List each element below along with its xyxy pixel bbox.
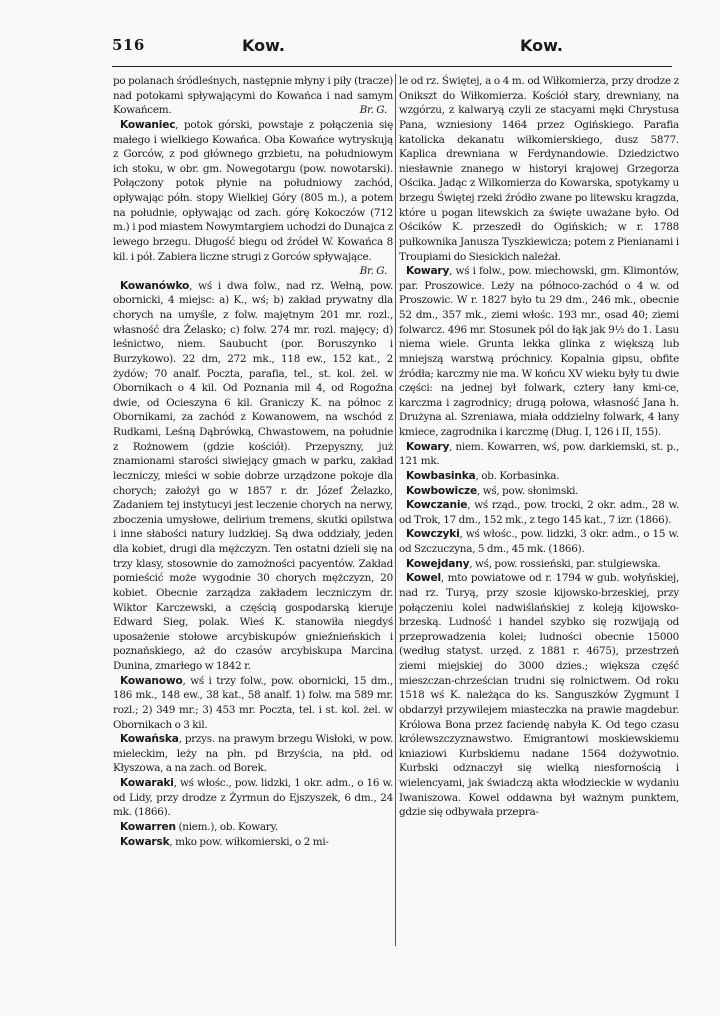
entry-headword: Kowary bbox=[406, 440, 450, 453]
entry-headword: Kowejdany bbox=[406, 557, 470, 570]
running-head-right: Kow. bbox=[520, 36, 563, 55]
dictionary-entry bbox=[399, 571, 679, 820]
dictionary-entry bbox=[113, 118, 393, 279]
entry-headword: Kowczanie bbox=[406, 499, 468, 512]
dictionary-entry bbox=[113, 674, 393, 733]
entry-text: , mko pow. wiłkomierski, o 2 mi- bbox=[169, 835, 329, 848]
entry-headword: Kowary bbox=[406, 265, 450, 278]
entry-text: po polanach śródleśnych, następnie młyny i piły (tracze) nad potokami spływającymi do Kowańca i nad samym Kowańcem. bbox=[113, 75, 393, 117]
dictionary-entry bbox=[399, 557, 679, 572]
entry-headword: Kowarren bbox=[120, 820, 176, 833]
entry-text: , wś i folw., pow. miechowski, gm. Klimontów, par. Proszowice. Leży na północo-zachód o 4 w. od Proszowic. W r. 1827 było tu 29 dm., 246 mk., obecnie 52 dm., 357 mk., ziemi włośc. 193 mr., osad 40; ziemi folwarcz. 496 mr. Stosunek pól do łąk jak 9½ do 1. Lasu niema wiele. Grunta lekka glinka z większą lub mniejszą warstwą próchnicy. Kopalnia gipsu, obfite źródła; karczmy nie ma. W końcu XV wieku były tu dwie części: na jednej był folwark, cztery łany kmi-ce, karczma i zagrodnicy; drugą połowa, własność Jana h. Drużyna al. Szreniawa, miała oddzielny folwark, 4 łany kmiece, zagrodnika i karczmę (Dług. I, 126 i II, 155). bbox=[399, 265, 679, 438]
entry-headword: Kowbowicze bbox=[406, 484, 477, 497]
dictionary-entry bbox=[113, 835, 393, 850]
entry-headword: Kowanowo bbox=[120, 674, 183, 687]
continued-entry bbox=[399, 74, 679, 264]
entry-text: , wś rząd., pow. trocki, 2 okr. adm., 28 w. od Trok, 17 dm., 152 mk., z tego 145 kat., 7 izr. (1866). bbox=[399, 499, 679, 526]
dictionary-entry bbox=[113, 279, 393, 674]
entry-headword: Kowanówko bbox=[120, 279, 190, 292]
page-number: 516 bbox=[112, 36, 145, 54]
left-column bbox=[113, 74, 393, 849]
entry-text: , potok górski, powstaje z połączenia się małego i wielkiego Kowańca. Oba Kowańce wytryskują z Gorców, z pod głównego grzbietu, na południowym ich stoku, w obr. gm. Nowegotargu (pow. nowotarski). Połączony potok płynie na południowy zachód, opływając półn. stopy Wielkiej Góry (805 m.), a potem na południe, opływając od zach. górę Kokoczów (712 m.) i pod miastem Nowymtargiem uchodzi do Dunajca z lewego brzegu. Długość biegu od źródeł W. Kowańca 8 kil. i pół. Zabiera liczne strugi z Gorców spływające. bbox=[113, 118, 393, 263]
entry-headword: Kowel bbox=[406, 572, 441, 585]
dictionary-entry bbox=[113, 732, 393, 776]
dictionary-entry bbox=[399, 498, 679, 527]
running-head-left: Kow. bbox=[242, 36, 285, 55]
dictionary-entry bbox=[113, 820, 393, 835]
entry-text: (niem.), ob. Kowary. bbox=[175, 820, 278, 833]
dictionary-entry bbox=[113, 776, 393, 820]
page-header bbox=[112, 36, 672, 58]
entry-headword: Kowaniec bbox=[120, 118, 176, 131]
entry-headword: Kowbasinka bbox=[406, 469, 476, 482]
entry-headword: Kowczyki bbox=[406, 528, 460, 541]
entry-text: , przys. na prawym brzegu Wisłoki, w pow. mieleckim, leży na płn. pd Brzyścia, na płd. od Kłyszowa, a na zach. od Borek. bbox=[113, 733, 393, 775]
right-column bbox=[399, 74, 679, 820]
author-signature: Br. G. bbox=[359, 104, 387, 117]
entry-text: , wś i trzy folw., pow. obornicki, 15 dm., 186 mk., 148 ew., 38 kat., 58 analf. 1) folw. ma 589 mr. rozl.; 2) 349 mr.; 3) 453 mr. Poczta, tel. i st. kol. żel. w Obornikach o 3 kil. bbox=[113, 674, 393, 731]
column-divider bbox=[395, 74, 396, 946]
entry-headword: Kowarsk bbox=[120, 835, 170, 848]
entry-text: , wś, pow. rossieński, par. stulgiewska. bbox=[469, 557, 661, 570]
entry-text: , mto powiatowe od r. 1794 w gub. wołyńskiej, nad rz. Turyą, przy szosie kijowsko-brzeskiej, przy połączeniu kolei nadwiślańskiej z koleją kijowsko-brzeską. Ludność i handel szybko się rozwijają od przeprowadzenia kolei; ludności obecnie 15000 (według statyst. urzęd. z 1881 r. 4675), przestrzeń ziemi miejskiej do 3000 dzies.; większa część mieszczan-chrześcian trudni się rolnictwem. Od roku 1518 wś K. należąca do ks. Sanguszków Zygmunt I obdarzył przywilejem miasteczka na prawie magdebur. Królowa Bona przez faciendę nabyła K. Od tego czasu królewszczyznawstwo. Emigrantowi moskiewskiemu kniaziowi Kurbskiemu nadane 1564 dożywotnio. Kurbski odznaczył się wielką niesfornością i wielencyami, jak świadczą akta włodzieckie w wydaniu Iwaniszowa. Kowel oddawna był ważnym punktem, gdzie się odbywała przepra- bbox=[399, 572, 679, 819]
continued-entry bbox=[113, 74, 393, 118]
dictionary-entry bbox=[399, 264, 679, 440]
entry-headword: Kowaraki bbox=[120, 777, 174, 789]
entry-text: le od rz. Świętej, a o 4 m. od Wiłkomierza, przy drodze z Onikszt do Wiłkomierza. Kościół stary, drewniany, na wzgórzu, z kalwaryą czyli ze stacyami męki Chrystusa Pana, wzniesiony 1464 przez Ogińskiego. Parafia katolicka dekanatu wiłkomierskiego, dusz 5877. Kaplica drewniana w Ferdynandowie. Dziedzictwo niesławnie znanego w historyi krajowej Grzegorza Ościka. Jadąc z Wilkomierza do Kowarska, spotykamy u brzegu Świętej rzeki źródło zwane po litewsku kragzda, które u pogan litewskich za święte uważane było. Od Ościków K. przeszedł do Ogińskich; w r. 1788 pułkownika Janusza Tyszkiewicza; potem z Pienianami i Troupiami do Siesickich należał. bbox=[399, 75, 679, 263]
dictionary-entry bbox=[399, 440, 679, 469]
dictionary-entry bbox=[399, 484, 679, 499]
header-rule bbox=[112, 66, 672, 67]
entry-text: , wś włośc., pow. lidzki, 3 okr. adm., o 15 w. od Szczuczyna, 5 dm., 45 mk. (1866). bbox=[399, 528, 679, 555]
entry-text: , wś włośc., pow. lidzki, 1 okr. adm., o 16 w. od Lidy, przy drodze z Żyrmun do Ejszyszek, 6 dm., 24 mk. (1866). bbox=[113, 777, 393, 819]
dictionary-entry bbox=[399, 469, 679, 484]
author-signature: Br. G. bbox=[359, 265, 387, 278]
entry-text: , wś i dwa folw., nad rz. Wełną, pow. obornicki, 4 miejsc: a) K., wś; b) zakład prywatny dla chorych na umyśle, z folw. majętnym 201 mr. rozl., własność dra Żelasko; c) folw. 274 mr. rozl. majęcy; d) leśnictwo, niem. Saubucht (por. Boruszynko i Burzykowo). 22 dm, 272 mk., 118 ew., 152 kat., 2 żydów; 70 analf. Poczta, parafia, tel., st. kol. żel. w Obornikach o 4 kil. Od Poznania mil 4, od Rogoźna dwie, od Ocieszyna 6 kil. Graniczy K. na północ z Obornikami, za zachód z Kowanowem, na wschód z Rudkami, Leśną Dąbrówką, Chwastowem, na południe z Rożnowem (gdzie kościół). Przepyszny, już znamionami starości siwiejący gmach w parku, zakład leczniczy, mieści w sobie dobrze urządzone pokoje dla chorych; założył go w 1857 r. dr. Józef Żelazko, Zadaniem tej instytucyi jest leczenie chorych na nerwy, zboczenia umysłowe, delirium tremens, skutki opilstwa i inne słabości natury ludzkiej. Są dwa oddziały, jeden dla kobiet, drugi dla mężczyzn. Ten ostatni dzieli się na trzy klasy, stosownie do zamożności pacyentów. Zakład pomieścić może wygodnie 30 chorych mężczyzn, 20 kobiet. Obecnie zarządza zakładem leczniczym dr. Wiktor Karczewski, a częścią gospodarską kieruje Edward Sieg, polak. Wieś K. stanowiła niegdyś uposażenie stołowe arcybiskupów gnieźnieńskich i poznańskiego, aż do czasów arcybiskupa Marcina Dunina, zmarłego w 1842 r. bbox=[113, 279, 393, 672]
dictionary-entry bbox=[399, 527, 679, 556]
entry-headword: Kowańska bbox=[120, 733, 179, 746]
entry-text: , wś, pow. słonimski. bbox=[477, 484, 579, 497]
entry-text: , niem. Kowarren, wś, pow. darkiemski, st. p., 121 mk. bbox=[399, 440, 679, 468]
entry-text: , ob. Korbasinka. bbox=[475, 469, 560, 482]
